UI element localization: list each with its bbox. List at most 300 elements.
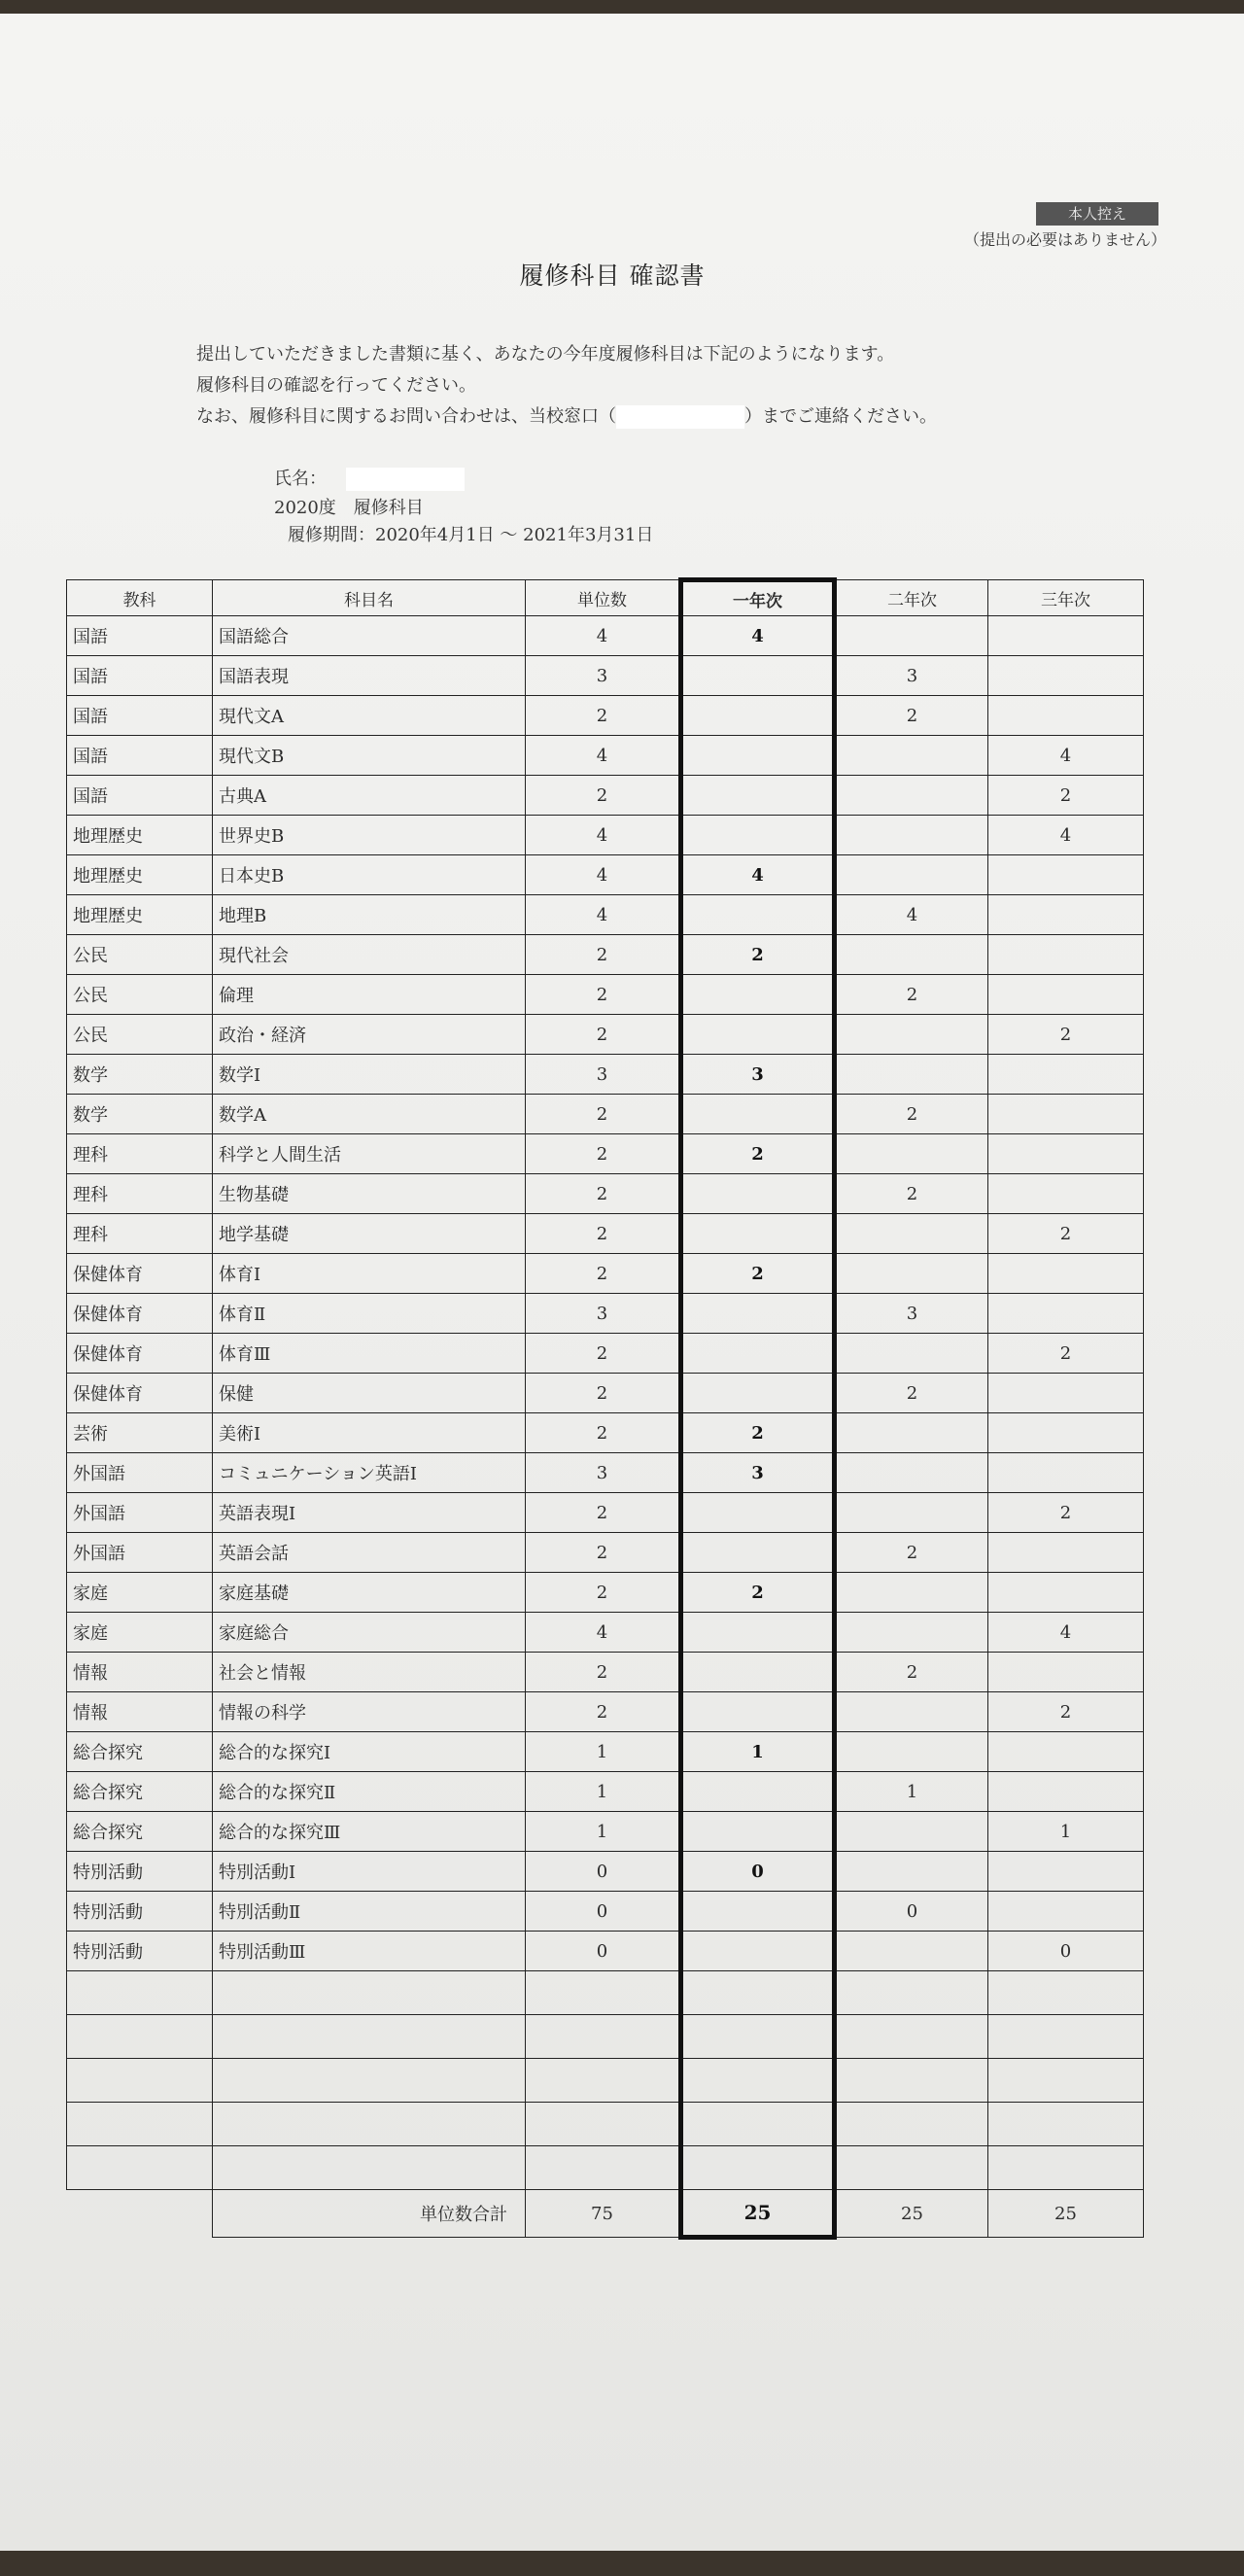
copy-stamp: 本人控え [1036,202,1158,226]
blank-cell [213,2103,526,2146]
year3-cell: 1 [988,1812,1144,1852]
year1-cell [681,776,835,816]
name-label: 氏名： [274,469,327,489]
subject-area-cell: 情報 [67,1692,213,1732]
blank-cell [67,2146,213,2190]
credits-cell: 4 [526,855,681,895]
course-name-cell: 体育Ⅰ [213,1254,526,1294]
course-name-cell: 美術Ⅰ [213,1413,526,1453]
credits-cell: 2 [526,1413,681,1453]
course-name-cell: 数学A [213,1095,526,1134]
year1-cell [681,816,835,855]
subject-area-cell: 公民 [67,935,213,975]
stamp-note: （提出の必要はありません） [963,230,1166,249]
course-name-cell: 家庭基礎 [213,1573,526,1613]
year2-cell: 2 [835,975,988,1015]
year3-cell [988,935,1144,975]
year2-cell [835,1453,988,1493]
subject-area-cell: 国語 [67,696,213,736]
subject-area-cell: 家庭 [67,1573,213,1613]
year2-cell [835,1613,988,1653]
subject-area-cell: 公民 [67,975,213,1015]
credits-cell: 4 [526,1613,681,1653]
total-credits: 75 [526,2190,681,2238]
credits-cell: 4 [526,616,681,656]
blank-cell [988,2015,1144,2059]
year2-cell [835,1732,988,1772]
year3-cell [988,1533,1144,1573]
year2-cell: 2 [835,1533,988,1573]
year2-cell [835,1134,988,1174]
table-row [67,1174,1144,1214]
credits-cell: 2 [526,975,681,1015]
year1-cell [681,1692,835,1732]
year2-cell [835,616,988,656]
course-name-cell: 特別活動Ⅰ [213,1852,526,1892]
year1-cell [681,1174,835,1214]
table-row [67,1812,1144,1852]
year3-cell [988,1374,1144,1413]
table-row [67,696,1144,736]
subject-area-cell: 国語 [67,656,213,696]
year2-cell [835,855,988,895]
credits-cell: 4 [526,816,681,855]
header-course: 科目名 [213,580,526,616]
credits-cell: 2 [526,1653,681,1692]
subject-area-cell: 総合探究 [67,1772,213,1812]
year3-cell [988,1254,1144,1294]
credits-cell: 2 [526,1374,681,1413]
total-year2: 25 [835,2190,988,2238]
year1-cell: 2 [681,1413,835,1453]
year1-cell [681,975,835,1015]
course-name-cell: 総合的な探究Ⅱ [213,1772,526,1812]
blank-cell [681,2015,835,2059]
blank-row [67,2103,1144,2146]
credits-cell: 2 [526,1334,681,1374]
blank-cell [67,2059,213,2103]
course-name-cell: 総合的な探究Ⅰ [213,1732,526,1772]
year2-cell: 1 [835,1772,988,1812]
table-row [67,1413,1144,1453]
year1-cell: 3 [681,1055,835,1095]
course-name-cell: 政治・経済 [213,1015,526,1055]
course-name-cell: 倫理 [213,975,526,1015]
blank-cell [681,2059,835,2103]
blank-row [67,2015,1144,2059]
intro-line-3-suffix: ）までご連絡ください。 [744,406,937,427]
table-row [67,1294,1144,1334]
year2-cell [835,1334,988,1374]
course-name-cell: 現代社会 [213,935,526,975]
table-row [67,816,1144,855]
blank-cell [526,2015,681,2059]
course-name-cell: 社会と情報 [213,1653,526,1692]
blank-cell [526,2146,681,2190]
year1-cell [681,1214,835,1254]
table-row [67,1493,1144,1533]
subject-area-cell: 保健体育 [67,1334,213,1374]
year3-cell [988,895,1144,935]
credits-cell: 2 [526,1214,681,1254]
table-row [67,1772,1144,1812]
subject-area-cell: 国語 [67,616,213,656]
year1-cell [681,1334,835,1374]
year1-cell: 2 [681,1254,835,1294]
credits-cell: 2 [526,1692,681,1732]
table-row [67,736,1144,776]
blank-cell [681,2146,835,2190]
table-row [67,1374,1144,1413]
table-row [67,895,1144,935]
table-row [67,656,1144,696]
blank-cell [526,2059,681,2103]
credits-cell: 2 [526,1254,681,1294]
table-row [67,1214,1144,1254]
year2-cell [835,1932,988,1971]
course-name-cell: 地学基礎 [213,1214,526,1254]
credits-cell: 4 [526,895,681,935]
blank-cell [526,1971,681,2015]
year2-cell [835,816,988,855]
course-name-cell: 情報の科学 [213,1692,526,1732]
year3-cell [988,1852,1144,1892]
subject-area-cell: 外国語 [67,1493,213,1533]
header-credits: 単位数 [526,580,681,616]
blank-row [67,2059,1144,2103]
year3-cell [988,1732,1144,1772]
year2-cell [835,736,988,776]
year1-cell [681,1533,835,1573]
credits-cell: 4 [526,736,681,776]
year1-cell [681,1294,835,1334]
year3-cell: 4 [988,816,1144,855]
year2-cell: 2 [835,1653,988,1692]
subject-area-cell: 数学 [67,1055,213,1095]
credits-cell: 2 [526,1493,681,1533]
table-row [67,1613,1144,1653]
year3-cell: 2 [988,1493,1144,1533]
table-row [67,616,1144,656]
year2-cell: 2 [835,696,988,736]
year2-cell: 2 [835,1174,988,1214]
table-row [67,975,1144,1015]
year1-cell: 2 [681,935,835,975]
year3-cell [988,616,1144,656]
year2-cell [835,1692,988,1732]
blank-cell [835,2059,988,2103]
credits-cell: 2 [526,1095,681,1134]
year1-cell: 2 [681,1134,835,1174]
year3-cell: 2 [988,776,1144,816]
year2-cell [835,1015,988,1055]
year1-cell: 0 [681,1852,835,1892]
header-year1: 一年次 [681,580,835,616]
document-paper [0,14,1244,2551]
year2-cell [835,1254,988,1294]
blank-cell [213,2059,526,2103]
year2-cell: 2 [835,1095,988,1134]
blank-cell [988,1971,1144,2015]
subject-area-cell: 数学 [67,1095,213,1134]
year3-cell: 2 [988,1692,1144,1732]
table-row [67,1453,1144,1493]
year1-cell: 1 [681,1732,835,1772]
credits-cell: 1 [526,1732,681,1772]
course-table-body [67,616,1144,2190]
blank-cell [681,1971,835,2015]
credits-cell: 2 [526,1174,681,1214]
year1-cell [681,1932,835,1971]
course-name-cell: 国語表現 [213,656,526,696]
year3-cell [988,855,1144,895]
course-name-cell: 特別活動Ⅲ [213,1932,526,1971]
blank-cell [67,1971,213,2015]
year3-cell [988,1413,1144,1453]
blank-cell [835,2103,988,2146]
subject-area-cell: 国語 [67,736,213,776]
student-name-row [274,465,465,491]
subject-area-cell: 地理歴史 [67,816,213,855]
table-row [67,776,1144,816]
course-name-cell: 現代文A [213,696,526,736]
document-title: 履修科目 確認書 [519,261,706,290]
blank-cell [988,2103,1144,2146]
table-row [67,1055,1144,1095]
credits-cell: 2 [526,935,681,975]
credits-cell: 1 [526,1812,681,1852]
course-name-cell: 特別活動Ⅱ [213,1892,526,1932]
blank-cell [835,2015,988,2059]
credits-cell: 3 [526,1294,681,1334]
course-table [66,577,1144,2240]
course-name-cell: 英語表現Ⅰ [213,1493,526,1533]
course-name-cell: 体育Ⅱ [213,1294,526,1334]
credits-cell: 1 [526,1772,681,1812]
year1-cell [681,1493,835,1533]
total-year3: 25 [988,2190,1144,2238]
course-name-cell: 日本史B [213,855,526,895]
year1-cell [681,895,835,935]
course-name-cell: 国語総合 [213,616,526,656]
course-name-cell: 体育Ⅲ [213,1334,526,1374]
year1-cell: 3 [681,1453,835,1493]
year1-cell: 4 [681,855,835,895]
subject-area-cell: 保健体育 [67,1254,213,1294]
course-name-cell: 英語会話 [213,1533,526,1573]
year3-cell [988,1453,1144,1493]
blank-cell [835,2146,988,2190]
subject-area-cell: 特別活動 [67,1932,213,1971]
subject-area-cell: 地理歴史 [67,895,213,935]
course-name-cell: 家庭総合 [213,1613,526,1653]
subject-area-cell: 地理歴史 [67,855,213,895]
year2-cell [835,1573,988,1613]
year3-cell [988,1095,1144,1134]
year1-cell [681,656,835,696]
year3-cell [988,1892,1144,1932]
blank-cell [67,2015,213,2059]
credits-cell: 0 [526,1892,681,1932]
year3-cell [988,1294,1144,1334]
credits-cell: 2 [526,696,681,736]
intro-line-2: 履修科目の確認を行ってください。 [196,375,476,396]
subject-area-cell: 総合探究 [67,1732,213,1772]
year1-cell [681,1015,835,1055]
period-line: 履修期間：2020年4月1日 〜 2021年3月31日 [288,525,654,545]
subject-area-cell: 保健体育 [67,1374,213,1413]
course-name-cell: 世界史B [213,816,526,855]
year2-cell [835,776,988,816]
year1-cell [681,1613,835,1653]
year2-cell: 3 [835,656,988,696]
subject-area-cell: 家庭 [67,1613,213,1653]
year1-cell: 2 [681,1573,835,1613]
header-year2: 二年次 [835,580,988,616]
credits-cell: 3 [526,1453,681,1493]
subject-area-cell: 公民 [67,1015,213,1055]
credits-cell: 2 [526,776,681,816]
year3-cell [988,656,1144,696]
table-row [67,1533,1144,1573]
year1-cell [681,1374,835,1413]
blank-cell [681,2103,835,2146]
year1-cell [681,1772,835,1812]
course-name-cell: 科学と人間生活 [213,1134,526,1174]
credits-cell: 2 [526,1533,681,1573]
year3-cell [988,975,1144,1015]
year1-cell [681,1892,835,1932]
course-name-cell: 生物基礎 [213,1174,526,1214]
year3-cell: 4 [988,736,1144,776]
table-row [67,1932,1144,1971]
table-row [67,1134,1144,1174]
header-subject-area: 教科 [67,580,213,616]
blank-cell [988,2146,1144,2190]
table-row [67,1015,1144,1055]
year2-cell [835,1214,988,1254]
total-label: 単位数合計 [213,2190,526,2238]
year1-cell [681,1095,835,1134]
credits-cell: 0 [526,1852,681,1892]
course-name-cell: 数学Ⅰ [213,1055,526,1095]
year2-cell [835,1493,988,1533]
redacted-name [346,468,465,491]
year1-cell [681,1653,835,1692]
table-row [67,1692,1144,1732]
table-row [67,1852,1144,1892]
table-header-row [67,580,1144,616]
year2-cell [835,1055,988,1095]
subject-area-cell: 外国語 [67,1533,213,1573]
table-row [67,1732,1144,1772]
table-row [67,935,1144,975]
blank-cell [988,2059,1144,2103]
total-row [67,2190,1144,2238]
year2-cell: 0 [835,1892,988,1932]
year1-cell [681,696,835,736]
year1-cell [681,1812,835,1852]
year3-cell [988,1134,1144,1174]
year3-cell: 2 [988,1334,1144,1374]
blank-cell [213,2146,526,2190]
subject-area-cell: 理科 [67,1214,213,1254]
credits-cell: 0 [526,1932,681,1971]
intro-line-3 [196,402,937,429]
intro-line-1: 提出していただきました書類に基く、あなたの今年度履修科目は下記のようになります。 [196,344,895,365]
year3-cell [988,1772,1144,1812]
redacted-contact [616,405,744,429]
subject-area-cell: 特別活動 [67,1852,213,1892]
total-spacer [67,2190,213,2238]
course-name-cell: 地理B [213,895,526,935]
subject-area-cell: 情報 [67,1653,213,1692]
course-name-cell: コミュニケーション英語Ⅰ [213,1453,526,1493]
course-name-cell: 保健 [213,1374,526,1413]
credits-cell: 3 [526,656,681,696]
year3-cell: 2 [988,1015,1144,1055]
blank-cell [213,2015,526,2059]
year1-cell [681,736,835,776]
year3-cell: 0 [988,1932,1144,1971]
year2-cell [835,1413,988,1453]
subject-area-cell: 理科 [67,1174,213,1214]
table-row [67,1334,1144,1374]
credits-cell: 2 [526,1015,681,1055]
year1-cell: 4 [681,616,835,656]
subject-area-cell: 国語 [67,776,213,816]
table-row [67,1095,1144,1134]
credits-cell: 3 [526,1055,681,1095]
year3-cell [988,1174,1144,1214]
blank-cell [213,1971,526,2015]
table-row [67,1573,1144,1613]
table-row [67,1653,1144,1692]
table-row [67,1892,1144,1932]
year2-cell [835,935,988,975]
year2-cell [835,1812,988,1852]
subject-area-cell: 外国語 [67,1453,213,1493]
credits-cell: 2 [526,1573,681,1613]
year2-cell: 4 [835,895,988,935]
year3-cell [988,696,1144,736]
subject-area-cell: 保健体育 [67,1294,213,1334]
course-name-cell: 現代文B [213,736,526,776]
year2-cell: 3 [835,1294,988,1334]
table-row [67,1254,1144,1294]
year3-cell: 2 [988,1214,1144,1254]
subject-area-cell: 芸術 [67,1413,213,1453]
blank-row [67,2146,1144,2190]
blank-cell [835,1971,988,2015]
year3-cell [988,1573,1144,1613]
year3-cell [988,1653,1144,1692]
year2-cell [835,1852,988,1892]
year3-cell [988,1055,1144,1095]
year2-cell: 2 [835,1374,988,1413]
subject-area-cell: 総合探究 [67,1812,213,1852]
blank-cell [526,2103,681,2146]
blank-row [67,1971,1144,2015]
intro-line-3-prefix: なお、履修科目に関するお問い合わせは、当校窓口（ [196,406,616,427]
credits-cell: 2 [526,1134,681,1174]
year-line: 2020度 履修科目 [274,498,424,518]
header-year3: 三年次 [988,580,1144,616]
total-year1: 25 [681,2190,835,2238]
course-name-cell: 総合的な探究Ⅲ [213,1812,526,1852]
table-row [67,855,1144,895]
course-name-cell: 古典A [213,776,526,816]
